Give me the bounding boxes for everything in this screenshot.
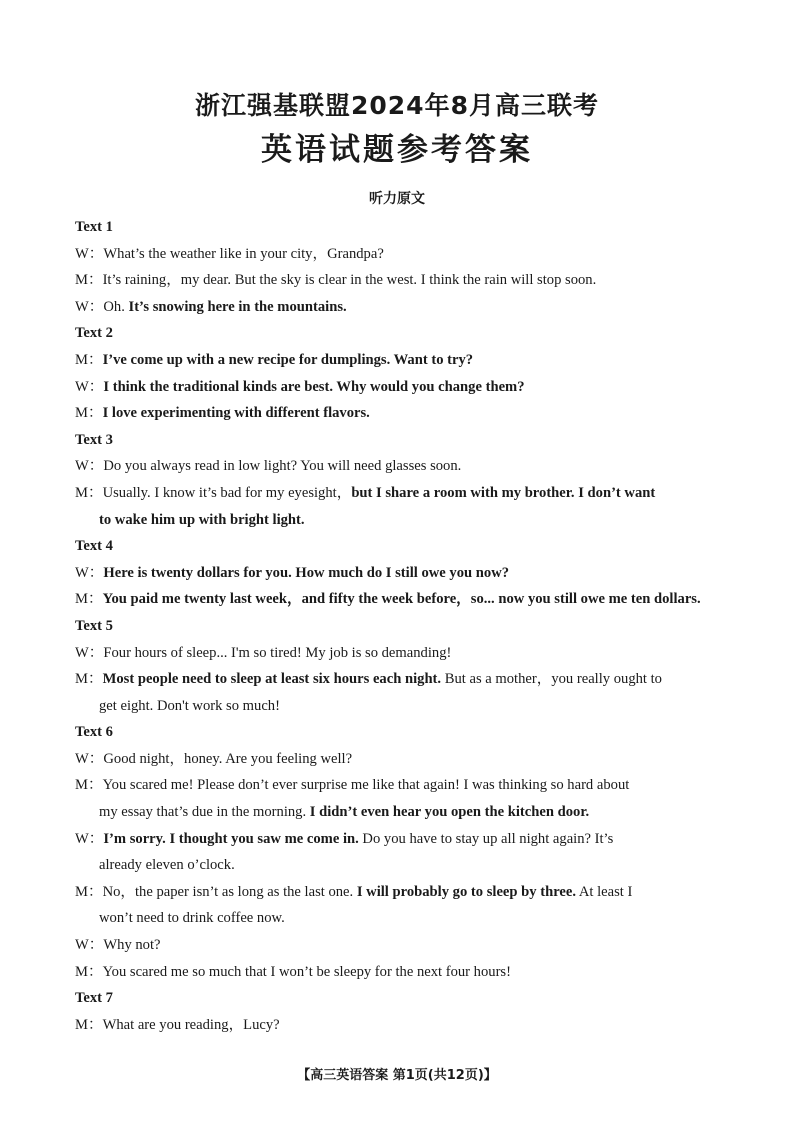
line-segment: Here is twenty dollars for you. How much do I still owe you now? <box>103 564 510 581</box>
line-segment: I think the traditional kinds are best. Why would you change them? <box>103 378 525 395</box>
dialogue-line <box>75 932 725 959</box>
line-segment: Do you have to stay up all night again? It’s <box>358 830 614 847</box>
dialogue-line <box>75 905 725 932</box>
line-segment: already eleven o’clock. <box>99 857 235 874</box>
dialogue-line <box>75 640 725 667</box>
text-heading <box>75 427 725 454</box>
dialogue-line <box>75 347 725 374</box>
line-segment: get eight. Don't work so much! <box>99 697 280 714</box>
dialogue-line <box>75 374 725 401</box>
line-segment: Text 4 <box>75 538 113 555</box>
dialogue-line <box>75 400 725 427</box>
line-segment: M：Usually. I know it’s bad for my eyesight， <box>75 484 352 501</box>
line-segment: Text 6 <box>75 724 113 741</box>
line-segment: I love experimenting with different flavors. <box>102 405 370 422</box>
line-segment: W：Why not? <box>75 937 161 954</box>
line-segment: You paid me twenty last week，and fifty the week before，so... now you still owe me ten dollars. <box>102 591 701 608</box>
line-segment: Text 1 <box>75 219 113 235</box>
line-segment: my essay that’s due in the morning. <box>99 804 310 821</box>
line-segment: M： <box>75 351 103 368</box>
dialogue-line <box>75 267 725 294</box>
line-segment: Text 5 <box>75 617 113 634</box>
dialogue-line <box>75 560 725 587</box>
line-segment: Most people need to sleep at least six hours each night. <box>102 671 442 688</box>
line-segment: M：You scared me! Please don’t ever surprise me like that again! I was thinking so hard about <box>75 777 630 794</box>
dialogue-line <box>75 241 725 268</box>
text-heading <box>75 985 725 1012</box>
dialogue-line <box>75 666 725 693</box>
line-segment: to wake him up with bright light. <box>99 511 305 528</box>
dialogue-line <box>75 480 725 507</box>
text-heading <box>75 320 725 347</box>
line-segment: Text 2 <box>75 325 113 342</box>
dialogue-line <box>75 693 725 720</box>
dialogue-line <box>75 586 725 613</box>
dialogue-line <box>75 879 725 906</box>
text-heading <box>75 533 725 560</box>
dialogue-line <box>75 959 725 986</box>
line-segment: M： <box>75 591 103 608</box>
line-segment: won’t need to drink coffee now. <box>99 910 285 927</box>
line-segment: W：Oh. <box>75 298 129 315</box>
line-segment: W： <box>75 378 104 395</box>
document-subtitle: 英语试题参考答案 <box>261 132 533 168</box>
dialogue-line <box>75 826 725 853</box>
dialogue-line <box>75 453 725 480</box>
line-segment: W：Good night，honey. Are you feeling well? <box>75 750 353 767</box>
line-segment: W： <box>75 564 104 581</box>
dialogue-line <box>75 294 725 321</box>
line-segment: I’m sorry. I thought you saw me come in. <box>103 830 359 847</box>
text-heading <box>75 613 725 640</box>
line-segment: W：Four hours of sleep... I'm so tired! My job is so demanding! <box>75 644 452 661</box>
line-segment: Text 7 <box>75 990 113 1007</box>
line-segment: W：What’s the weather like in your city，Grandpa? <box>75 245 384 262</box>
text-heading <box>75 214 725 241</box>
line-segment: but I share a room with my brother. I don’t want <box>351 484 656 501</box>
page-footer: 【高三英语答案 第1页(共12页)】 <box>297 1068 497 1083</box>
dialogue-line <box>75 772 725 799</box>
line-segment: I didn’t even hear you open the kitchen door. <box>309 804 590 821</box>
line-segment: At least I <box>576 883 633 900</box>
dialogue-line <box>75 746 725 773</box>
dialogue-line <box>75 852 725 879</box>
line-segment: W： <box>75 830 104 847</box>
line-segment: But as a mother，you really ought to <box>441 671 662 688</box>
line-segment: M：It’s raining，my dear. But the sky is clear in the west. I think the rain will stop soon. <box>75 272 597 289</box>
dialogue-line <box>75 799 725 826</box>
line-segment: It’s snowing here in the mountains. <box>128 298 347 315</box>
dialogue-line <box>75 1012 725 1039</box>
line-segment: I will probably go to sleep by three. <box>356 883 577 900</box>
document-title: 浙江强基联盟2024年8月高三联考 <box>195 91 599 120</box>
line-segment: M： <box>75 405 103 422</box>
line-segment: I’ve come up with a new recipe for dumplings. Want to try? <box>102 351 474 368</box>
line-segment: M：What are you reading，Lucy? <box>75 1016 280 1033</box>
section-title: 听力原文 <box>369 191 425 207</box>
dialogue-line <box>75 507 725 534</box>
line-segment: M：No，the paper isn’t as long as the last one. <box>75 883 357 900</box>
line-segment: Text 3 <box>75 431 113 448</box>
transcript-body <box>75 214 725 1038</box>
line-segment: M： <box>75 671 103 688</box>
line-segment: W：Do you always read in low light? You will need glasses soon. <box>75 458 462 475</box>
line-segment: M：You scared me so much that I won’t be sleepy for the next four hours! <box>75 963 511 980</box>
text-heading <box>75 719 725 746</box>
